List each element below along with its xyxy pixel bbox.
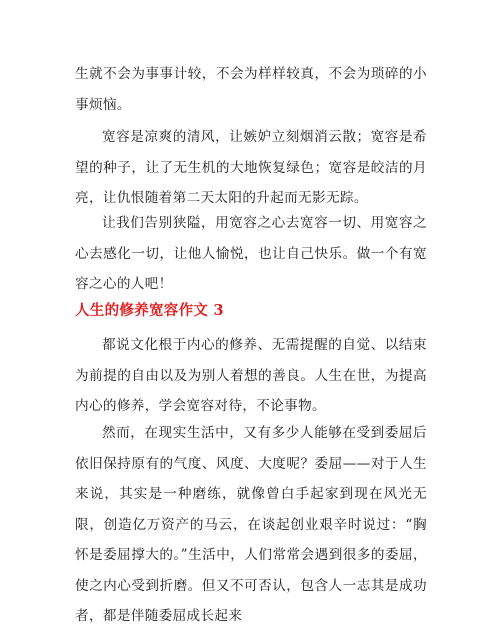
paragraph-1: 生就不会为事事计较，不会为样样较真，不会为琐碎的小事烦恼。	[75, 66, 427, 113]
paragraph-4: 都说文化根于内心的修养、无需提醒的自觉、以结束为前提的自由以及为别人着想的善良。人生在世，为提高内心的修养，学会宽容对待，不论事物。	[75, 337, 427, 414]
paragraph-3: 让我们告别狭隘，用宽容之心去宽容一切、用宽容之心去感化一切，让他人愉悦，也让自己快乐。做一个有宽容之心的人吧！	[75, 215, 427, 292]
paragraph-5: 然而，在现实生活中，又有多少人能够在受到委屈后依旧保持原有的气度、风度、大度呢？委屈——对于人生来说，其实是一种磨练，就像曾白手起家到现在风光无限，创造亿万资产的马云，在谈起创业艰辛时说过：“胸怀是委屈撑大的。”生活中，人们常常会遇到很多的委屈，使之内心受到折磨。但又不可否认，包含人一志其是成功者，都是伴随委屈成长起来	[75, 425, 427, 624]
paragraph-2: 宽容是凉爽的清风，让嫉妒立刻烟消云散；宽容是希望的种子，让了无生机的大地恢复绿色；宽容是皎洁的月亮，让仇恨随着第二天太阳的升起而无影无踪。	[75, 129, 427, 206]
section-heading: 人生的修养宽容作文 3	[75, 302, 224, 319]
